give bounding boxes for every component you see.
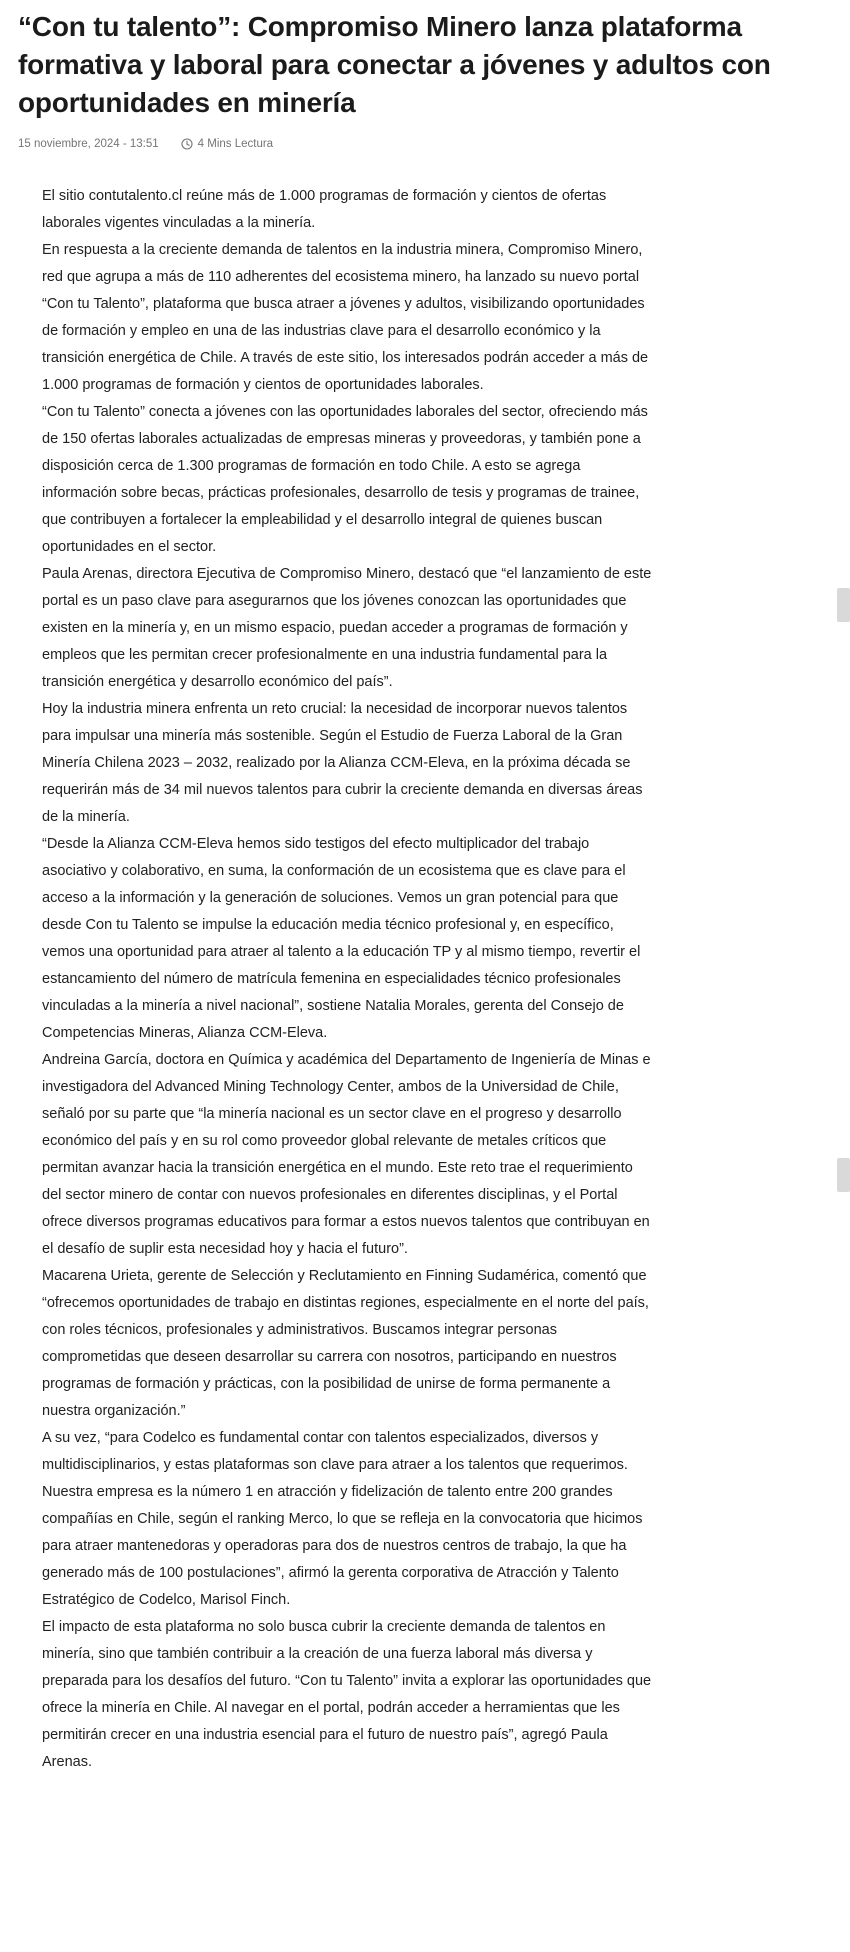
scrollbar-thumb-lower[interactable] bbox=[837, 1158, 850, 1192]
article-paragraph: El impacto de esta plataforma no solo busca cubrir la creciente demanda de talentos en minería, sino que también contribuir a la creación de una fuerza laboral más diversa y preparada para los desafíos del futuro. “Con tu Talento” invita a explorar las oportunidades que ofrece la minería en Chile. Al navegar en el portal, podrán acceder a herramientas que les permitirán crecer en una industria esencial para el futuro de nuestro país”, agregó Paula Arenas. bbox=[42, 1619, 652, 1770]
article-paragraph: Paula Arenas, directora Ejecutiva de Compromiso Minero, destacó que “el lanzamiento de este portal es un paso clave para asegurarnos que los jóvenes conozcan las oportunidades que existen en la minería y, en un mismo espacio, puedan acceder a programas de formación y empleos que les permitan crecer profesionalmente en una industria fundamental para la transición energética y desarrollo económico del país”. bbox=[42, 566, 652, 690]
article-paragraph: “Desde la Alianza CCM-Eleva hemos sido testigos del efecto multiplicador del trabajo asociativo y colaborativo, en suma, la conformación de un ecosistema que es clave para el acceso a la información y la generación de soluciones. Vemos un gran potencial para que desde Con tu Talento se impulse la educación media técnico profesional y, en específico, vemos una oportunidad para atraer al talento a la educación TP y al mismo tiempo, revertir el estancamiento del número de matrícula femenina en especialidades técnico profesionales vinculadas a la minería a nivel nacional”, sostiene Natalia Morales, gerenta del Consejo de Competencias Mineras, Alianza CCM-Eleva. bbox=[42, 836, 641, 1041]
clock-icon bbox=[181, 138, 193, 150]
article-paragraph: El sitio contutalento.cl reúne más de 1.000 programas de formación y cientos de ofertas laborales vigentes vinculadas a la minería. bbox=[42, 188, 607, 231]
read-time bbox=[181, 138, 273, 150]
article-paragraph: A su vez, “para Codelco es fundamental contar con talentos especializados, diversos y multidisciplinarios, y estas plataformas son clave para atraer a los talentos que requerimos. Nuestra empresa es la número 1 en atracción y fidelización de talento entre 200 grandes compañías en Chile, según el ranking Merco, lo que se refleja en la convocatoria que hicimos para atraer mantenedoras y operadoras para dos de nuestros centros de trabajo, la que ha generado más de 100 postulaciones”, afirmó la gerenta corporativa de Atracción y Talento Estratégico de Codelco, Marisol Finch. bbox=[42, 1430, 643, 1608]
article-title: “Con tu talento”: Compromiso Minero lanza plataforma formativa y laboral para conectar a jóvenes y adultos con oportunidades en minería bbox=[18, 11, 771, 118]
publish-date: 15 noviembre, 2024 - 13:51 bbox=[18, 138, 159, 150]
article-body bbox=[42, 183, 654, 1776]
article-paragraph: Hoy la industria minera enfrenta un reto crucial: la necesidad de incorporar nuevos talentos para impulsar una minería más sostenible. Según el Estudio de Fuerza Laboral de la Gran Minería Chilena 2023 – 2032, realizado por la Alianza CCM-Eleva, en la próxima década se requerirán más de 34 mil nuevos talentos para cubrir la creciente demanda en diversas áreas de la minería. bbox=[42, 701, 643, 825]
article-paragraph: “Con tu Talento” conecta a jóvenes con las oportunidades laborales del sector, ofreciendo más de 150 ofertas laborales actualizadas de empresas mineras y proveedoras, y también pone a disposición cerca de 1.300 programas de formación en todo Chile. A esto se agrega información sobre becas, prácticas profesionales, desarrollo de tesis y programas de trainee, que contribuyen a fortalecer la empleabilidad y el desarrollo integral de quienes buscan oportunidades en el sector. bbox=[42, 404, 648, 555]
scrollbar-thumb-upper[interactable] bbox=[837, 588, 850, 622]
read-time-label: 4 Mins Lectura bbox=[197, 138, 274, 150]
article-paragraph: En respuesta a la creciente demanda de talentos en la industria minera, Compromiso Minero, red que agrupa a más de 110 adherentes del ecosistema minero, ha lanzado su nuevo portal “Con tu Talento”, plataforma que busca atraer a jóvenes y adultos, visibilizando oportunidades de formación y empleo en una de las industrias clave para el desarrollo económico y la transición energética de Chile. A través de este sitio, los interesados podrán acceder a más de 1.000 programas de formación y cientos de oportunidades laborales. bbox=[42, 242, 649, 393]
article-paragraph: Andreina García, doctora en Química y académica del Departamento de Ingeniería de Minas e investigadora del Advanced Mining Technology Center, ambos de la Universidad de Chile, señaló por su parte que “la minería nacional es un sector clave en el progreso y desarrollo económico del país y en su rol como proveedor global relevante de metales críticos que permitan avanzar hacia la transición energética en el mundo. Este reto trae el requerimiento del sector minero de contar con nuevos profesionales en diferentes disciplinas, y el Portal ofrece diversos programas educativos para formar a estos nuevos talentos que contribuyan en el desafío de suplir esta necesidad hoy y hacia el futuro”. bbox=[42, 1052, 651, 1257]
article-paragraph: Macarena Urieta, gerente de Selección y Reclutamiento en Finning Sudamérica, comentó que “ofrecemos oportunidades de trabajo en distintas regiones, especialmente en el norte del país, con roles técnicos, profesionales y administrativos. Buscamos integrar personas comprometidas que deseen desarrollar su carrera con nosotros, participando en nuestros programas de formación y prácticas, con la posibilidad de unirse de forma permanente a nuestra organización.” bbox=[42, 1268, 649, 1419]
article-meta bbox=[18, 138, 832, 150]
